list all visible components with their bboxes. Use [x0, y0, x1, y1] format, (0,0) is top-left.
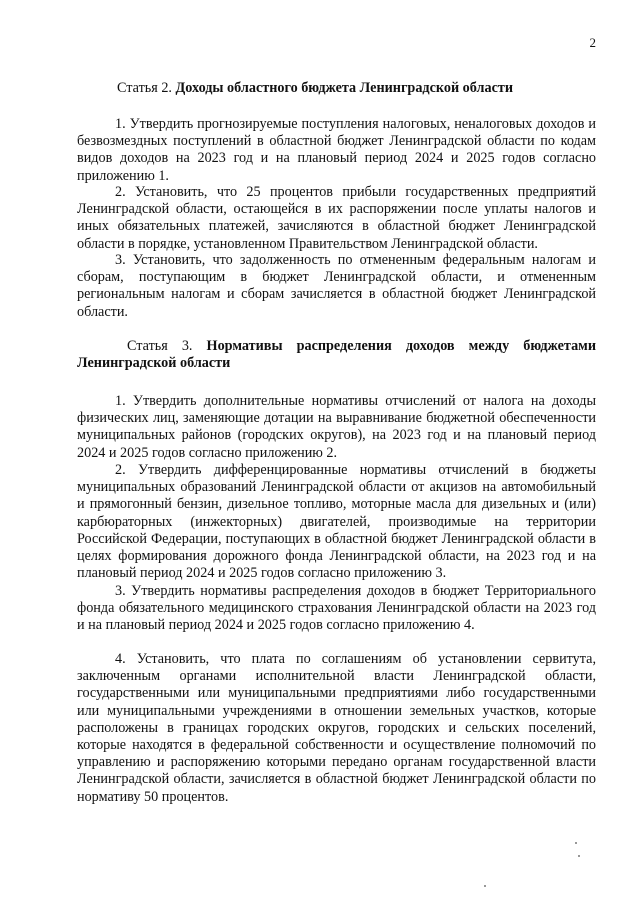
- article-2-heading: [77, 80, 596, 97]
- article-2-paragraph-2: 2. Установить, что 25 процентов прибыли государственных предприятий Ленинградской области, остающейся в их распоряжении после уплаты налогов и иных обязательных платежей, зачисляются в областной бюджет Ленинградской области в порядке, установленном Правительством Ленинградской области.: [77, 184, 596, 252]
- page-number: 2: [589, 35, 596, 50]
- article-3-paragraph-4: 4. Установить, что плата по соглашениям об установлении сервитута, заключенным органами исполнительной власти Ленинградской области, государственными или муниципальными предприятиями либо государственными или муниципальными учреждениями в отношении земельных участков, которые расположены в границах городских округов, городских и сельских поселений, которые находятся в федеральной собственности и осуществление полномочий по управлению и распоряжению которыми передано органам государственной власти Ленинградской области, зачисляется в областной бюджет Ленинградской области по нормативу 50 процентов.: [77, 651, 596, 805]
- article-2-title: Доходы областного бюджета Ленинградской области: [175, 80, 514, 96]
- article-3-paragraph-1: 1. Утвердить дополнительные нормативы отчислений от налога на доходы физических лиц, заменяющие дотации на выравнивание бюджетной обеспеченности муниципальных районов (городских округов), на 2023 год и на плановый период 2024 и 2025 годов согласно приложению 2.: [77, 393, 596, 461]
- scan-speck: [578, 855, 580, 857]
- article-2-paragraph-3: 3. Установить, что задолженность по отмененным федеральным налогам и сборам, поступающим в бюджет Ленинградской области, и отмененным региональным налогам и сборам зачисляется в областной бюджет Ленинградской области.: [77, 252, 596, 320]
- article-3-paragraph-2: 2. Утвердить дифференцированные нормативы отчислений в бюджеты муниципальных образований Ленинградской области от акцизов на автомобильный и прямогонный бензин, дизельное топливо, моторные масла для дизельных и (или) карбюраторных (инжекторных) двигателей, производимые на территории Российской Федерации, поступающих в областной бюджет Ленинградской области в целях формирования дорожного фонда Ленинградской области, на 2023 год и на плановый период 2024 и 2025 годов согласно приложению 3.: [77, 462, 596, 582]
- article-3-paragraph-3: 3. Утвердить нормативы распределения доходов в бюджет Территориального фонда обязательного медицинского страхования Ленинградской области на 2023 год и на плановый период 2024 и 2025 годов согласно приложению 4.: [77, 583, 596, 634]
- article-2-number: Статья 2.: [117, 80, 172, 96]
- article-2-paragraph-1: 1. Утвердить прогнозируемые поступления налоговых, неналоговых доходов и безвозмездных поступлений в областной бюджет Ленинградской области по кодам видов доходов на 2023 год и на плановый период 2024 и 2025 годов согласно приложению 1.: [77, 116, 596, 184]
- scan-speck: [575, 842, 577, 844]
- scan-speck: [484, 885, 486, 887]
- article-3-number: Статья 3.: [127, 338, 193, 354]
- article-3-heading: [77, 338, 596, 372]
- article-3-title: Нормативы распределения доходов между бюджетами Ленинградской области: [77, 338, 597, 372]
